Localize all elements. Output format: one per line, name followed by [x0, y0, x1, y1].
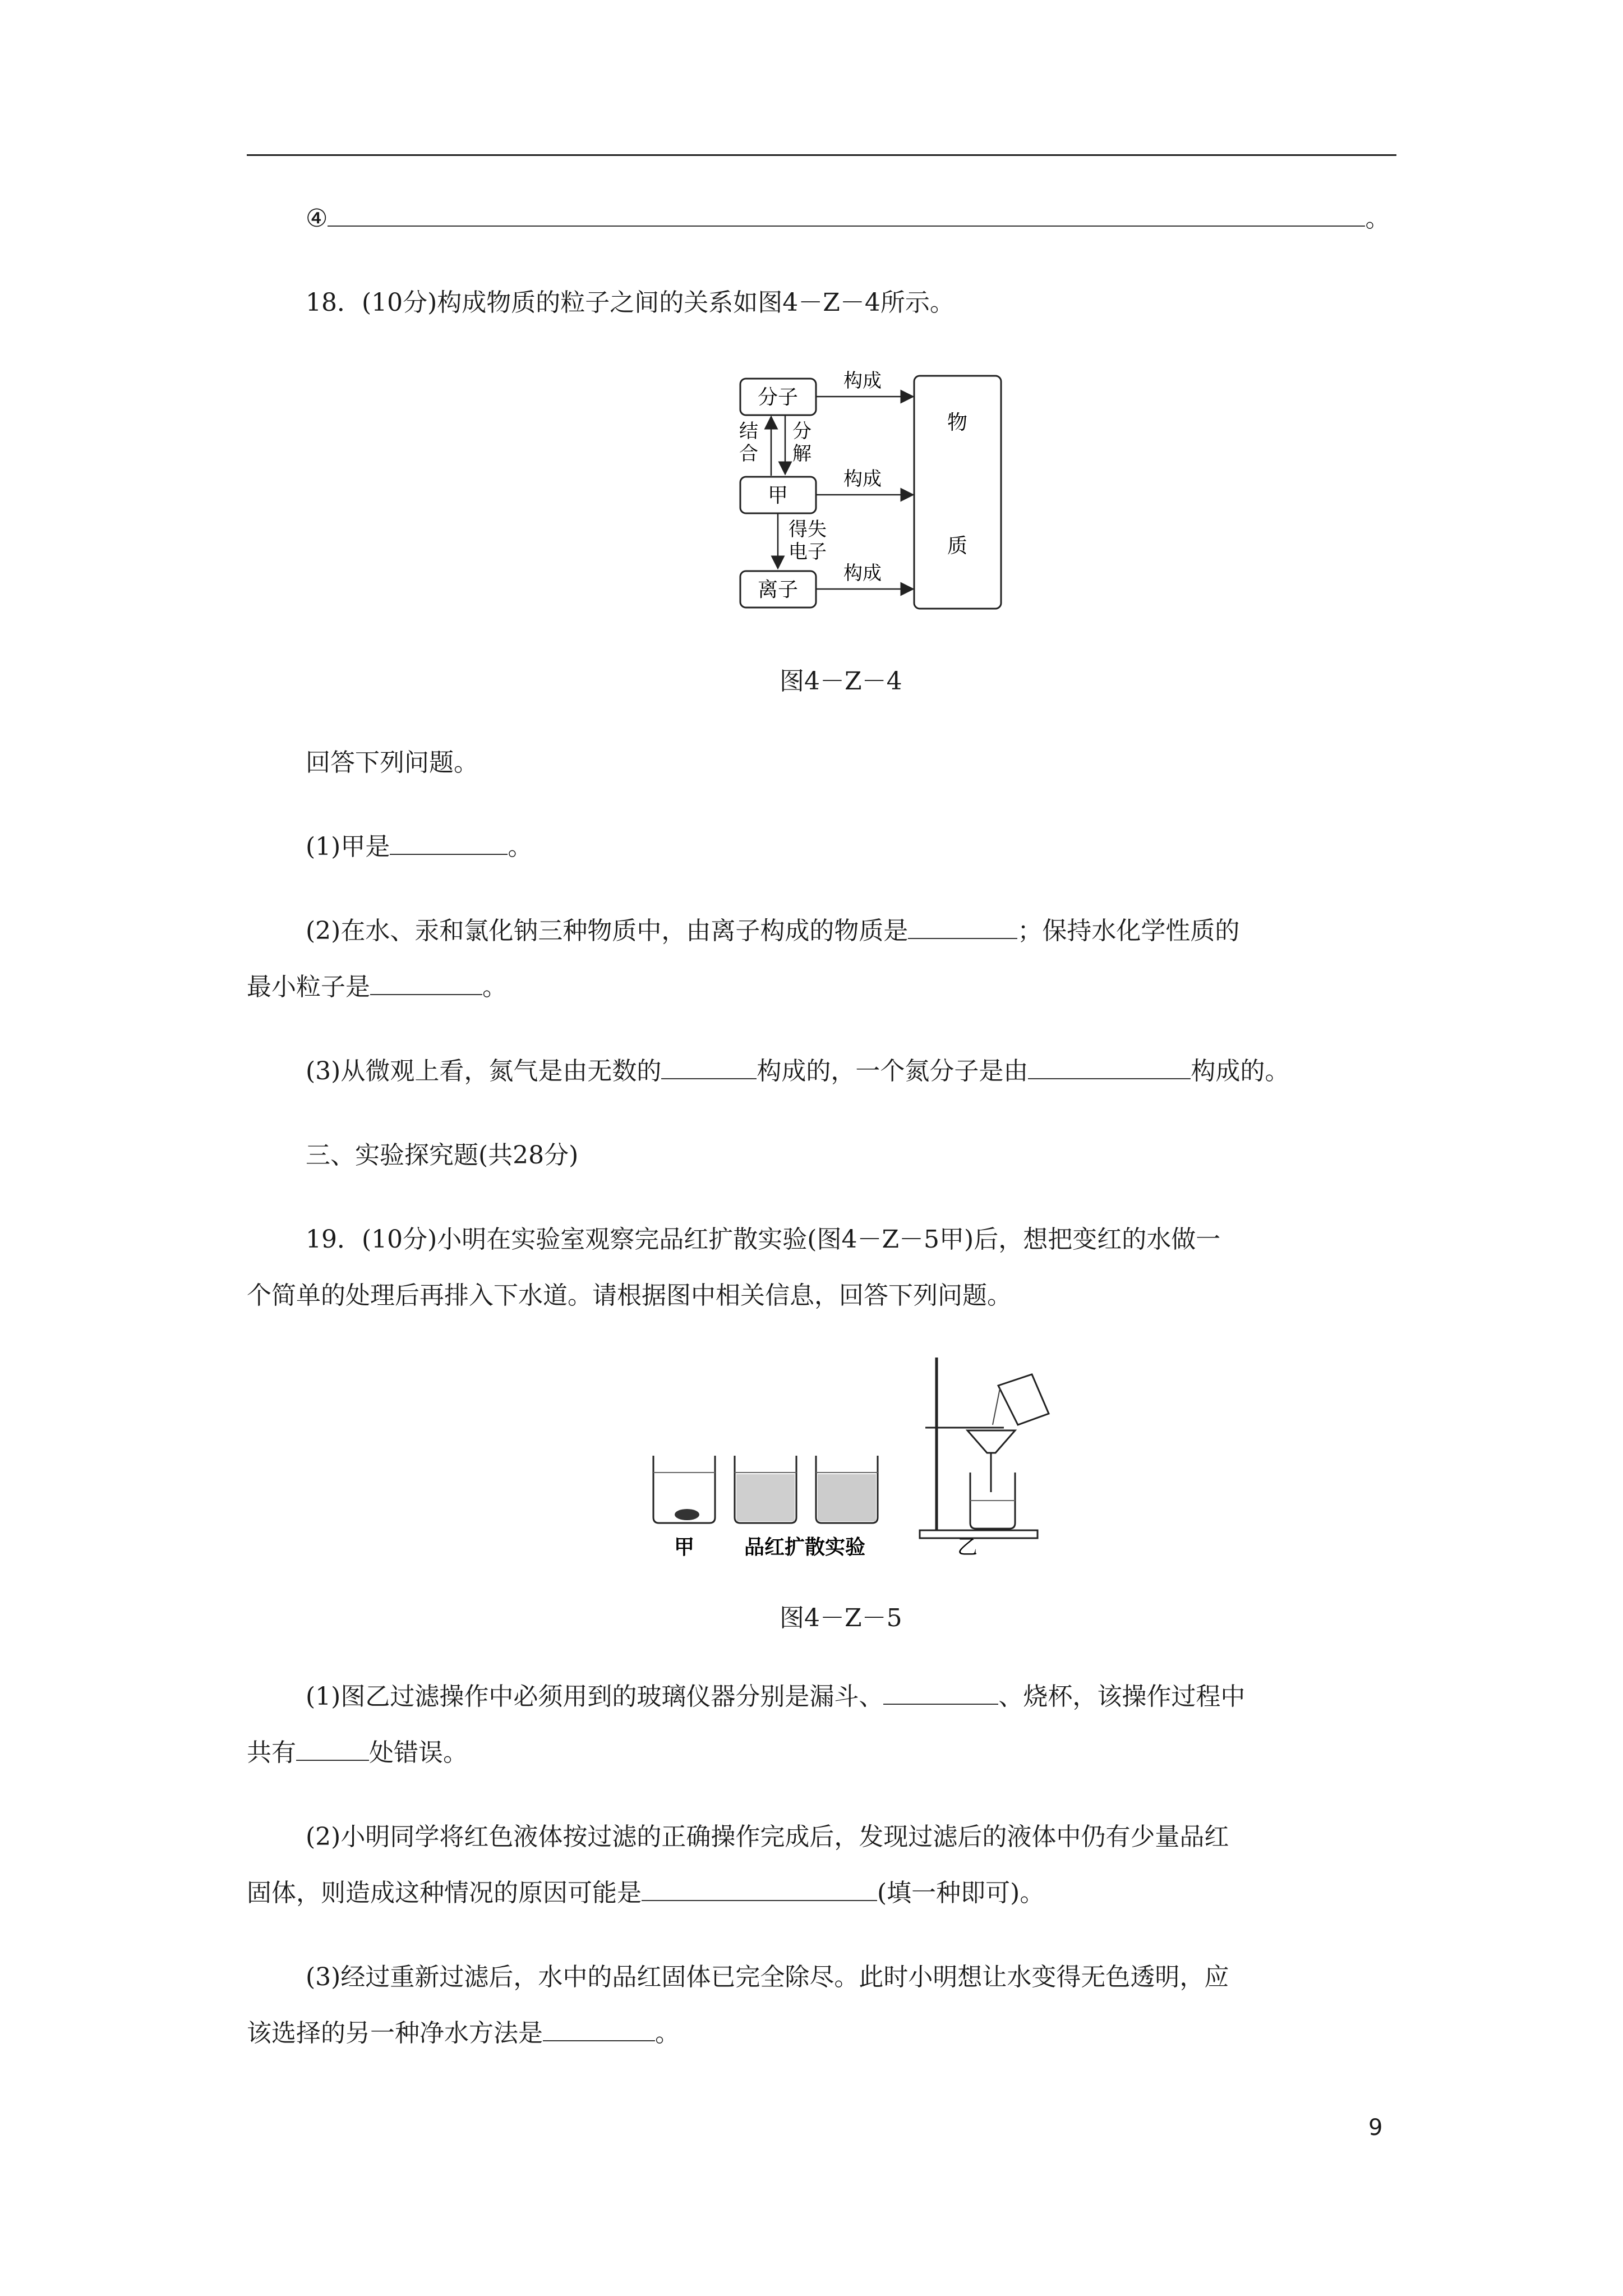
- compose-label-1: 构成: [843, 370, 882, 392]
- answer-blank: [543, 2017, 655, 2041]
- q19-part1-line2: 共有 处错误。: [247, 1736, 468, 1770]
- particle-relationship-diagram: [729, 359, 1021, 617]
- jia-label: 甲: [767, 484, 789, 507]
- molecule-label: 分子: [757, 386, 799, 409]
- figure-4-z-4-caption: 图4－Z－4: [780, 667, 902, 696]
- q19-line1: 19．(10分)小明在实验室观察完品红扩散实验(图4－Z－5甲)后，想把变红的水做一: [306, 1225, 1221, 1254]
- answer-blank: [908, 914, 1017, 939]
- beaker-2: [735, 1456, 796, 1523]
- q18-part2-line2: 最小粒子是 。: [247, 970, 507, 1004]
- q18-part1: (1)甲是 。: [306, 830, 532, 864]
- substance-label-bottom: 质: [947, 535, 968, 558]
- item-4-end: 。: [1365, 204, 1390, 233]
- answer-blank: [661, 1055, 757, 1079]
- q19-part1-line1: (1)图乙过滤操作中必须用到的玻璃仪器分别是漏斗、 、烧杯，该操作过程中: [306, 1680, 1245, 1714]
- page-number: 9: [1368, 2115, 1383, 2141]
- fig-label-experiment: 品红扩散实验: [744, 1536, 866, 1559]
- q18-part2-line1: (2)在水、汞和氯化钠三种物质中，由离子构成的物质是 ；保持水化学性质的: [306, 914, 1239, 948]
- q19-part3-line1: (3)经过重新过滤后，水中的品红固体已完全除尽。此时小明想让水变得无色透明，应: [306, 1963, 1229, 1991]
- compose-label-2: 构成: [843, 468, 882, 490]
- compose-label-3: 构成: [843, 562, 882, 585]
- q19-part2-line1: (2)小明同学将红色液体按过滤的正确操作完成后，发现过滤后的液体中仍有少量品红: [306, 1823, 1229, 1851]
- fig-label-yi: 乙: [957, 1536, 978, 1559]
- item-4-marker: ④: [306, 204, 328, 233]
- figure-4-z-5-caption: 图4－Z－5: [780, 1604, 902, 1632]
- gain-lose-label-1: 得失: [789, 518, 827, 541]
- substance-label-top: 物: [947, 411, 968, 434]
- beaker-3: [816, 1456, 878, 1523]
- answer-blank: [642, 1876, 877, 1901]
- q19-line2: 个简单的处理后再排入下水道。请根据图中相关信息，回答下列问题。: [247, 1281, 1012, 1310]
- gain-lose-label-2: 电子: [789, 541, 827, 563]
- beaker-1: [653, 1456, 715, 1523]
- answer-blank: [370, 970, 482, 995]
- header-rule: [247, 154, 1396, 156]
- combine-label-2: 合: [739, 443, 758, 465]
- ion-label: 离子: [757, 578, 799, 601]
- fig-label-jia: 甲: [674, 1536, 695, 1559]
- q19-part2-line2: 固体，则造成这种情况的原因可能是 (填一种即可)。: [247, 1876, 1044, 1910]
- filtration-apparatus: [920, 1358, 1049, 1538]
- combine-label-1: 结: [739, 420, 758, 443]
- answer-blank: [883, 1680, 998, 1705]
- answer-blank: [1028, 1055, 1191, 1079]
- decompose-label-1: 分: [792, 420, 811, 443]
- q18-prompt: 回答下列问题。: [306, 748, 478, 777]
- q19-part3-line2: 该选择的另一种净水方法是 。: [247, 2017, 680, 2050]
- item-4-line: [306, 202, 1390, 236]
- decompose-label-2: 解: [792, 443, 811, 465]
- q18-title: 18．(10分)构成物质的粒子之间的关系如图4－Z－4所示。: [306, 288, 955, 317]
- answer-blank: [390, 830, 508, 855]
- answer-blank: [328, 202, 1365, 227]
- filtration-figure: [645, 1346, 1094, 1559]
- q18-part3: (3)从微观上看，氮气是由无数的 构成的，一个氮分子是由 构成的。: [306, 1055, 1289, 1088]
- section-3-heading: 三、实验探究题(共28分): [306, 1141, 579, 1170]
- answer-blank: [296, 1736, 369, 1761]
